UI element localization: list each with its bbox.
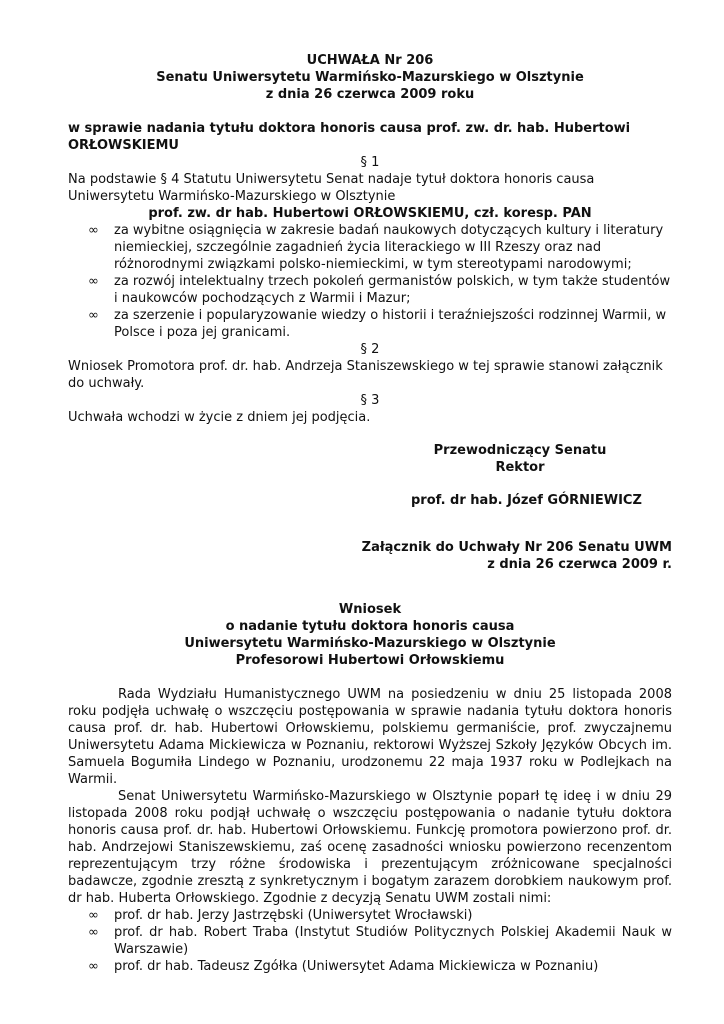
infinity-bullet-icon: ∞ — [88, 223, 99, 238]
list-item: ∞ za rozwój intelektualny trzech pokoleń germanistów polskich, w tym także studentów i naukowców pochodzących z Warmii i Mazur; — [88, 274, 671, 306]
resolution-header — [68, 52, 672, 103]
reviewers-list — [68, 907, 672, 975]
section-1-text: Na podstawie § 4 Statutu Uniwersytetu Senat nadaje tytuł doktora honoris causa Uniwersytetu Warmińsko-Mazurskiego w Olsztynie — [68, 172, 595, 204]
infinity-bullet-icon: ∞ — [88, 908, 99, 923]
resolution-issuer: Senatu Uniwersytetu Warmińsko-Mazurskiego w Olsztynie — [156, 70, 584, 85]
list-item: ∞ prof. dr hab. Jerzy Jastrzębski (Uniwersytet Wrocławski) — [88, 908, 473, 923]
signature-block — [408, 442, 632, 476]
signature-role: Przewodniczący Senatu — [433, 443, 607, 458]
infinity-bullet-icon: ∞ — [88, 925, 99, 940]
section-3-text: Uchwała wchodzi w życie z dniem jej podjęcia. — [68, 410, 371, 425]
section-2-text: Wniosek Promotora prof. dr. hab. Andrzeja Staniszewskiego w tej sprawie stanowi załącznik do uchwały. — [68, 359, 663, 391]
list-item: ∞ prof. dr hab. Tadeusz Zgółka (Uniwersytet Adama Mickiewicza w Poznaniu) — [88, 959, 599, 974]
motion-title-line: Wniosek — [338, 602, 402, 617]
infinity-bullet-icon: ∞ — [88, 308, 99, 323]
motion-title — [68, 601, 672, 669]
section-1-mark: § 1 — [360, 155, 380, 170]
motion-title-line: Uniwersytetu Warmińsko-Mazurskiego w Olsztynie — [184, 636, 556, 651]
signature-name: prof. dr hab. Józef GÓRNIEWICZ — [411, 493, 642, 508]
honoree-name: prof. zw. dr hab. Hubertowi ORŁOWSKIEMU, czł. koresp. PAN — [148, 206, 592, 221]
signature-role-rektor: Rektor — [495, 460, 545, 475]
list-item: ∞ za szerzenie i popularyzowanie wiedzy o historii i teraźniejszości rodzinnej Warmii, w Polsce i poza jej granicami. — [88, 308, 667, 340]
list-item: ∞ prof. dr hab. Robert Traba (Instytut Studiów Politycznych Polskiej Akademii Nauk w Warszawie) — [88, 925, 672, 957]
motion-paragraph-1: Rada Wydziału Humanistycznego UWM na posiedzeniu w dniu 25 listopada 2008 roku podjęła uchwałę o wszczęciu postępowania w sprawie nadania tytułu doktora honoris causa prof. dr. hab. Hubertowi Orłowskiemu, polskiemu germaniście, prof. zwyczajnemu Uniwersytetu Adama Mickiewicza w Poznaniu, rektorowi Wyższej Szkoły Języków Obcych im. Samuela Bogumiła Lindego w Poznaniu, urodzonemu 22 maja 1937 roku w Podlejkach na Warmii. — [68, 687, 672, 787]
attachment-heading — [68, 539, 672, 573]
motion-title-line: o nadanie tytułu doktora honoris causa — [225, 619, 515, 634]
section-3-mark: § 3 — [360, 393, 380, 408]
infinity-bullet-icon: ∞ — [88, 959, 99, 974]
motion-title-line: Profesorowi Hubertowi Orłowskiemu — [235, 653, 505, 668]
list-item: ∞ za wybitne osiągnięcia w zakresie badań naukowych dotyczących kultury i literatury niemieckiej, szczególnie zagadnień życia literackiego w III Rzeszy oraz nad różnorodnymi związkami polsko-niemieckimi, w tym stereotypami narodowymi; — [88, 223, 664, 272]
motion-paragraph-2: Senat Uniwersytetu Warmińsko-Mazurskiego w Olsztynie poparł tę ideę i w dniu 29 listopada 2008 roku podjął uchwałę o wszczęciu postępowania o nadanie tytułu doktora honoris causa prof. dr. hab. Hubertowi Orłowskiemu. Funkcję promotora powierzono prof. dr. hab. Andrzejowi Staniszewskiemu, zaś ocenę zasadności wniosku powierzono recenzentom reprezentującym trzy różne środowiska i prezentującym zróżnicowane specjalności badawcze, zgodnie zresztą z synkretycznym i bogatym zarazem dorobkiem naukowym prof. dr hab. Huberta Orłowskiego. Zgodnie z decyzją Senatu UWM zostali nimi: — [68, 789, 672, 906]
resolution-date: z dnia 26 czerwca 2009 roku — [265, 87, 475, 102]
resolution-number: UCHWAŁA Nr 206 — [306, 53, 434, 68]
section-2-mark: § 2 — [360, 342, 380, 357]
resolution-subject: w sprawie nadania tytułu doktora honoris causa prof. zw. dr. hab. Hubertowi ORŁOWSKIEMU — [68, 121, 631, 153]
merits-list — [68, 222, 672, 341]
attachment-date: z dnia 26 czerwca 2009 r. — [487, 557, 672, 572]
infinity-bullet-icon: ∞ — [88, 274, 99, 289]
attachment-line: Załącznik do Uchwały Nr 206 Senatu UWM — [361, 540, 672, 555]
